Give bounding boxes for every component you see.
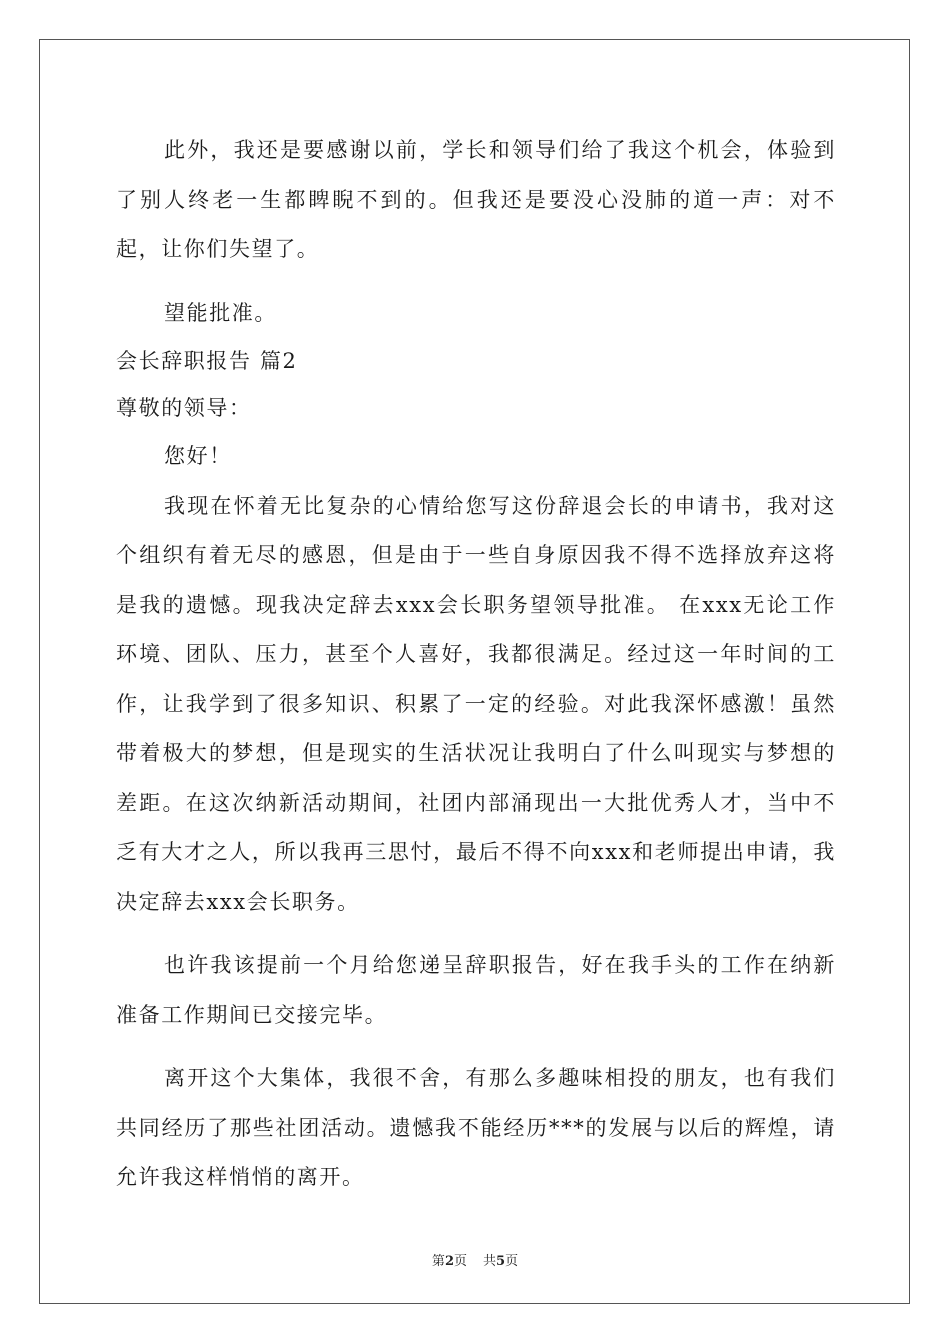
footer-total-prefix: 共 bbox=[483, 1254, 497, 1269]
salutation: 尊敬的领导： bbox=[116, 396, 252, 420]
footer-total-suffix: 页 bbox=[505, 1254, 519, 1269]
greeting: 您好！ bbox=[164, 444, 232, 468]
paragraph-main: 我现在怀着无比复杂的心情给您写这份辞退会长的申请书，我对这个组织有着无尽的感恩，但是由于一些自身原因我不得不选择放弃这将是我的遗憾。现我决定辞去xxx会长职务望领导批准。 在xxx无论工作环境、团队、压力，甚至个人喜好，我都很满足。经过这一年时间的工作，让我学到了很多知识、积累了一定的经验。对此我深怀感激！虽然带着极大的梦想，但是现实的生活状况让我明白了什么叫现实与梦想的差距。在这次纳新活动期间，社团内部涌现出一大批优秀人才，当中不乏有大才之人，所以我再三思忖，最后不得不向xxx和老师提出申请，我决定辞去xxx会长职务。 bbox=[116, 493, 836, 914]
paragraph-request-approval: 望能批准。 bbox=[164, 300, 277, 325]
footer-page-total: 5 bbox=[496, 1254, 506, 1269]
paragraph-thanks: 此外，我还是要感谢以前，学长和领导们给了我这个机会，体验到了别人终老一生都睥睨不到的。但我还是要没心没肺的道一声：对不起，让你们失望了。 bbox=[116, 138, 836, 261]
footer-page-suffix: 页 bbox=[453, 1254, 467, 1269]
document-body bbox=[116, 126, 836, 1203]
footer-page-prefix: 第 bbox=[431, 1254, 445, 1269]
paragraph-farewell: 离开这个大集体，我很不舍，有那么多趣味相投的朋友，也有我们共同经历了那些社团活动。遗憾我不能经历***的发展与以后的辉煌，请允许我这样悄悄的离开。 bbox=[116, 1066, 836, 1189]
section-title: 会长辞职报告 篇2 bbox=[116, 349, 298, 373]
paragraph-handover: 也许我该提前一个月给您递呈辞职报告，好在我手头的工作在纳新准备工作期间已交接完毕。 bbox=[116, 953, 836, 1027]
page-footer bbox=[0, 1250, 950, 1269]
footer-page-current: 2 bbox=[444, 1254, 454, 1269]
